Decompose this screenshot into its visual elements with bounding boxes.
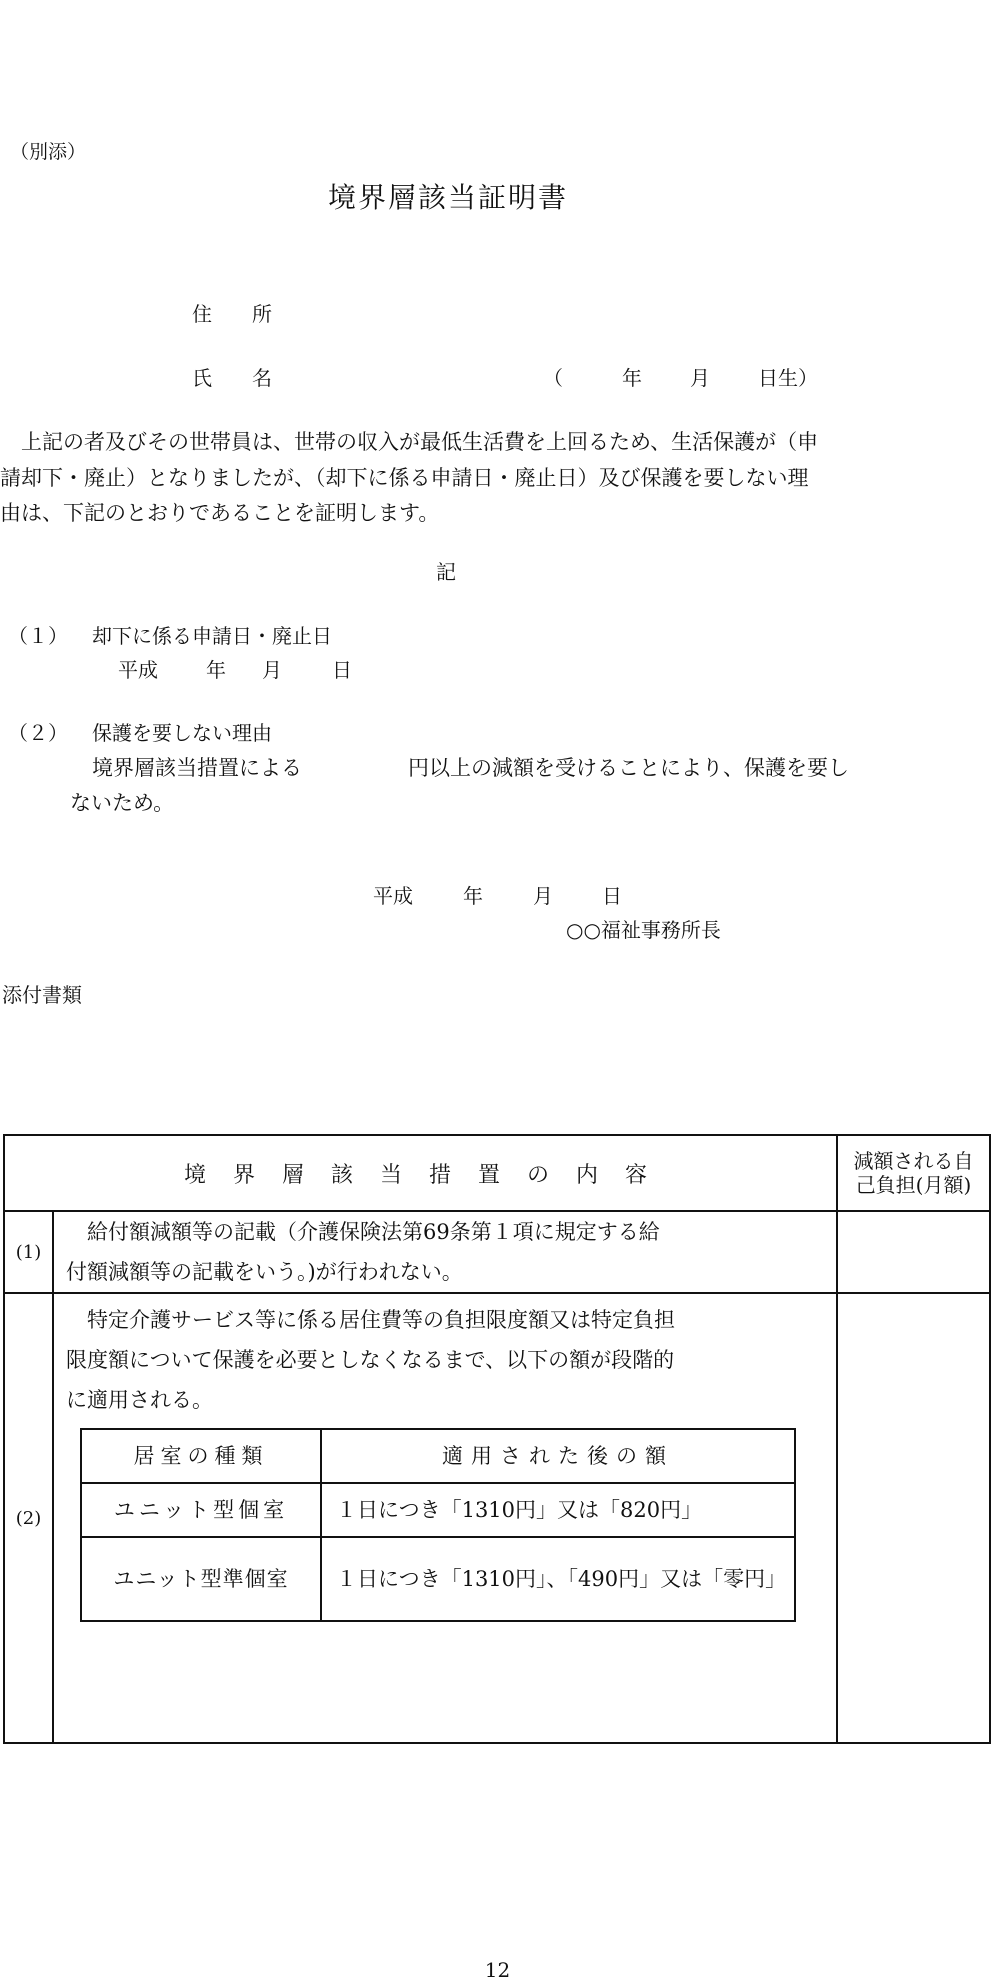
document-title: 境界層該当証明書 bbox=[328, 181, 569, 214]
item2-reason-text-c: ないため。 bbox=[70, 791, 175, 815]
row1-amount-cell bbox=[837, 1211, 990, 1293]
item1-day: 日 bbox=[332, 658, 352, 682]
inner-row-amount: １日につき「1310円」、「490円」又は「零円」 bbox=[321, 1537, 795, 1621]
issuer-name: ○○福祉事務所長 bbox=[566, 918, 721, 942]
row1-text-line-1: 給付額減額等の記載（介護保険法第69条第１項に規定する給 bbox=[66, 1220, 660, 1244]
inner-header-amount: 適用された後の額 bbox=[321, 1429, 795, 1483]
item1-label: 却下に係る申請日・廃止日 bbox=[92, 624, 332, 648]
row2-text-line-1: 特定介護サービス等に係る居住費等の負担限度額又は特定負担 bbox=[66, 1308, 675, 1332]
signature-day: 日 bbox=[602, 884, 622, 908]
boundary-measures-table bbox=[3, 1134, 991, 1744]
table-header-amount-line-2: 己負担(月額) bbox=[855, 1173, 972, 1197]
row2-amount-cell bbox=[837, 1293, 990, 1743]
certification-paragraph-line-2: 請却下・廃止）となりましたが、（却下に係る申請日・廃止日）及び保護を要しない理 bbox=[0, 466, 809, 490]
row2-continuation-space bbox=[66, 1622, 826, 1742]
item1-month: 月 bbox=[262, 658, 282, 682]
row2-text-line-3: に適用される。 bbox=[66, 1388, 213, 1412]
item2-number: （２） bbox=[8, 721, 68, 745]
birth-day-label: 日生） bbox=[758, 366, 818, 390]
table-header-amount bbox=[837, 1135, 990, 1211]
inner-row-amount: １日につき「1310円」又は「820円」 bbox=[321, 1483, 795, 1537]
ki-heading: 記 bbox=[436, 560, 456, 584]
attachments-label: 添付書類 bbox=[2, 983, 82, 1007]
row2-number: (2) bbox=[4, 1293, 53, 1743]
item2-reason-text-a: 境界層該当措置による bbox=[92, 756, 302, 780]
certification-paragraph-line-3: 由は、下記のとおりであることを証明します。 bbox=[0, 501, 440, 525]
address-label: 住 所 bbox=[192, 302, 272, 326]
row1-text-line-2: 付額減額等の記載をいう。)が行われない。 bbox=[66, 1260, 463, 1284]
row2-text-line-2: 限度額について保護を必要としなくなるまで、以下の額が段階的 bbox=[66, 1348, 675, 1372]
birth-year-label: 年 bbox=[622, 366, 642, 390]
birth-month-label: 月 bbox=[690, 366, 710, 390]
birth-open-paren: （ bbox=[543, 366, 563, 390]
row1-content bbox=[53, 1211, 837, 1293]
certification-paragraph-line-1: 上記の者及びその世帯員は、世帯の収入が最低生活費を上回るため、生活保護が（申 bbox=[0, 430, 819, 454]
item1-number: （１） bbox=[8, 624, 68, 648]
inner-header-room: 居室の種類 bbox=[81, 1429, 321, 1483]
inner-row-room: ユニット型準個室 bbox=[81, 1537, 321, 1621]
signature-month: 月 bbox=[533, 884, 553, 908]
item2-reason-text-b: 円以上の減額を受けることにより、保護を要し bbox=[408, 756, 849, 780]
page-number: 12 bbox=[484, 1958, 511, 1982]
inner-row-room: ユニット型個室 bbox=[81, 1483, 321, 1537]
name-label: 氏 名 bbox=[192, 366, 272, 390]
table-header-content: 境 界 層 該 当 措 置 の 内 容 bbox=[4, 1135, 837, 1211]
item1-era: 平成 bbox=[118, 658, 158, 682]
measures-table-container bbox=[0, 1134, 995, 1934]
table-header-amount-line-1: 減額される自 bbox=[853, 1149, 974, 1173]
room-type-table bbox=[80, 1428, 796, 1622]
signature-year: 年 bbox=[463, 884, 483, 908]
item1-year: 年 bbox=[206, 658, 226, 682]
attachment-label: （別添） bbox=[10, 141, 87, 163]
signature-era: 平成 bbox=[373, 884, 413, 908]
row2-content bbox=[53, 1293, 837, 1743]
row1-number: (1) bbox=[4, 1211, 53, 1293]
item2-label: 保護を要しない理由 bbox=[92, 721, 272, 745]
